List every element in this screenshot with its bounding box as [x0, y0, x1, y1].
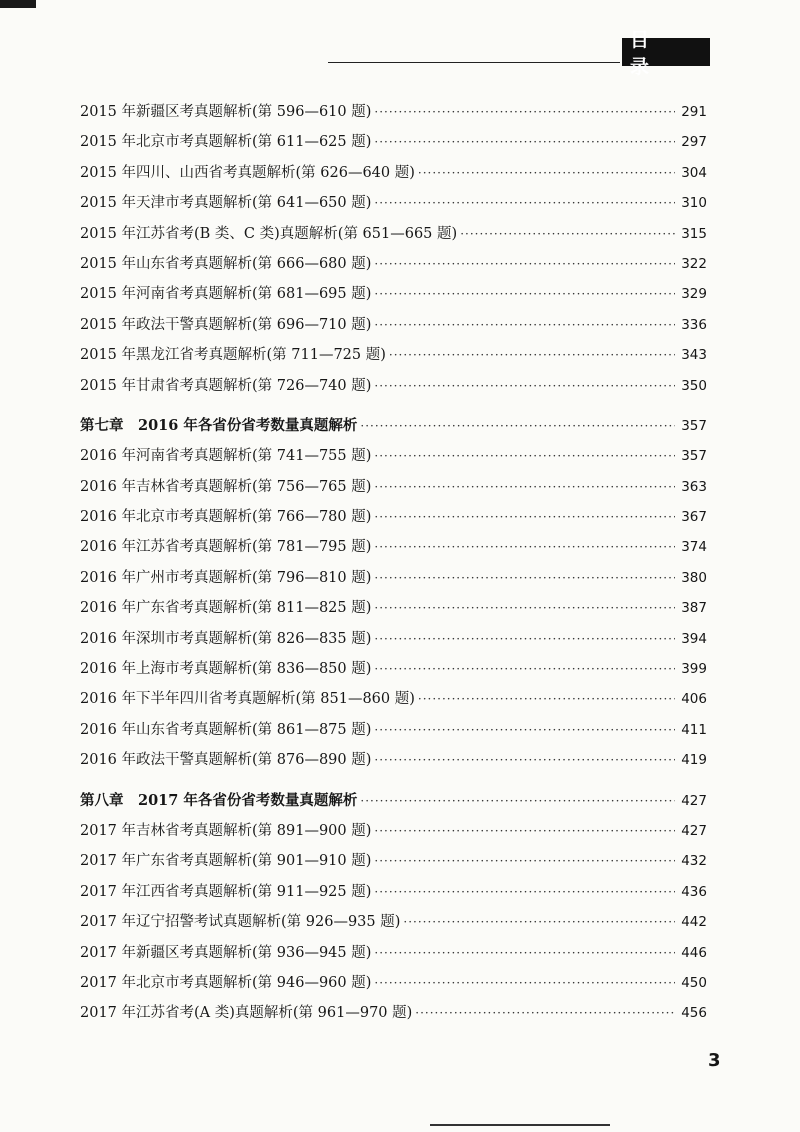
toc-entry	[80, 252, 707, 282]
header-rule	[328, 62, 620, 63]
toc-entry-page: 427	[681, 792, 707, 809]
dot-leader	[374, 510, 675, 524]
toc-entry	[80, 475, 707, 505]
toc-entry	[80, 535, 707, 565]
toc-entry	[80, 596, 707, 626]
toc-entry-title: 第七章 2016 年各省份省考数量真题解析	[80, 416, 358, 434]
toc-entry-title: 2016 年河南省考真题解析(第 741—755 题)	[80, 448, 372, 465]
toc-entry-title: 2015 年天津市考真题解析(第 641—650 题)	[80, 195, 372, 212]
toc-entry-page: 329	[681, 286, 707, 303]
toc-entry-title: 2015 年江苏省考(B 类、C 类)真题解析(第 651—665 题)	[80, 225, 458, 242]
dot-leader	[374, 854, 675, 868]
toc-entry-page: 343	[681, 347, 707, 364]
toc-entry-page: 446	[681, 944, 707, 961]
toc-entry-page: 450	[681, 974, 707, 991]
dot-leader	[403, 915, 675, 929]
dot-leader	[374, 257, 675, 271]
dot-leader	[374, 753, 675, 767]
toc-entry-title: 2016 年下半年四川省考真题解析(第 851—860 题)	[80, 691, 415, 708]
dot-leader	[374, 287, 675, 301]
toc-entry-page: 310	[681, 195, 707, 212]
dot-leader	[374, 105, 675, 119]
toc-entry	[80, 505, 707, 535]
dot-leader	[374, 824, 675, 838]
toc-entry-title: 2015 年甘肃省考真题解析(第 726—740 题)	[80, 377, 372, 394]
dot-leader	[374, 662, 675, 676]
toc-entry-page: 304	[681, 164, 707, 181]
dot-leader	[418, 692, 675, 706]
toc-entry	[80, 627, 707, 657]
toc-entry-title: 2016 年吉林省考真题解析(第 756—765 题)	[80, 478, 372, 495]
toc-entry-title: 2016 年政法干警真题解析(第 876—890 题)	[80, 752, 372, 769]
toc-entry	[80, 282, 707, 312]
toc-entry	[80, 880, 707, 910]
scan-corner-mark	[0, 0, 36, 8]
toc-entry-title: 2017 年新疆区考真题解析(第 936—945 题)	[80, 944, 372, 961]
dot-leader	[360, 794, 675, 808]
toc-entry	[80, 191, 707, 221]
toc-entry	[80, 222, 707, 252]
toc-entry	[80, 1001, 707, 1031]
toc-entry-title: 2015 年政法干警真题解析(第 696—710 题)	[80, 316, 372, 333]
dot-leader	[415, 1006, 675, 1020]
bottom-rule	[430, 1124, 610, 1126]
toc-entry-title: 2017 年江西省考真题解析(第 911—925 题)	[80, 883, 372, 900]
toc-entry	[80, 444, 707, 474]
toc-entry	[80, 718, 707, 748]
toc-entry-page: 387	[681, 600, 707, 617]
dot-leader	[374, 540, 675, 554]
toc-entry	[80, 130, 707, 160]
toc-entry-title: 2015 年四川、山西省考真题解析(第 626—640 题)	[80, 164, 415, 181]
toc-entry-page: 374	[681, 539, 707, 556]
toc-entry-title: 2015 年河南省考真题解析(第 681—695 题)	[80, 286, 372, 303]
toc-entry-title: 2016 年上海市考真题解析(第 836—850 题)	[80, 661, 372, 678]
toc-entry-title: 2016 年深圳市考真题解析(第 826—835 题)	[80, 630, 372, 647]
toc-entry-page: 411	[681, 721, 707, 738]
toc-entry	[80, 100, 707, 130]
dot-leader	[374, 632, 675, 646]
dot-leader	[374, 196, 675, 210]
dot-leader	[374, 885, 675, 899]
dot-leader	[374, 449, 675, 463]
toc-entry-title: 2015 年黑龙江省考真题解析(第 711—725 题)	[80, 347, 386, 364]
chapter-gap	[80, 404, 707, 414]
section-title-tab: 目 录	[622, 38, 710, 66]
toc-entry-page: 432	[681, 853, 707, 870]
toc-entry	[80, 566, 707, 596]
dot-leader	[374, 723, 675, 737]
toc-entry-page: 442	[681, 914, 707, 931]
toc-entry-page: 419	[681, 752, 707, 769]
toc-entry-page: 363	[681, 478, 707, 495]
toc-chapter-heading	[80, 789, 707, 819]
dot-leader	[374, 480, 675, 494]
toc-entry-page: 315	[681, 225, 707, 242]
dot-leader	[418, 166, 675, 180]
dot-leader	[374, 601, 675, 615]
dot-leader	[389, 348, 675, 362]
toc-entry-title: 2016 年广东省考真题解析(第 811—825 题)	[80, 600, 372, 617]
toc-entry	[80, 849, 707, 879]
toc-entry-title: 2016 年北京市考真题解析(第 766—780 题)	[80, 509, 372, 526]
dot-leader	[460, 227, 675, 241]
dot-leader	[374, 135, 675, 149]
toc-entry-page: 380	[681, 569, 707, 586]
toc-entry-page: 367	[681, 509, 707, 526]
toc-entry	[80, 748, 707, 778]
toc-entry	[80, 374, 707, 404]
toc-entry-page: 357	[681, 448, 707, 465]
toc-entry-page: 399	[681, 661, 707, 678]
toc-entry-title: 2015 年山东省考真题解析(第 666—680 题)	[80, 255, 372, 272]
toc-entry-page: 336	[681, 316, 707, 333]
toc-entry-page: 322	[681, 255, 707, 272]
toc-entry-page: 350	[681, 377, 707, 394]
dot-leader	[360, 419, 675, 433]
toc-entry	[80, 161, 707, 191]
toc-entry	[80, 687, 707, 717]
dot-leader	[374, 379, 675, 393]
toc-entry-title: 2017 年吉林省考真题解析(第 891—900 题)	[80, 822, 372, 839]
toc-entry	[80, 313, 707, 343]
toc-entry-page: 406	[681, 691, 707, 708]
page-number: 3	[708, 1050, 721, 1071]
toc-chapter-heading	[80, 414, 707, 444]
toc-entry	[80, 657, 707, 687]
toc-entry	[80, 971, 707, 1001]
table-of-contents	[80, 100, 707, 1032]
toc-entry-title: 2017 年北京市考真题解析(第 946—960 题)	[80, 974, 372, 991]
toc-entry-page: 357	[681, 417, 707, 434]
toc-entry-page: 394	[681, 630, 707, 647]
toc-entry-page: 427	[681, 822, 707, 839]
toc-entry-page: 456	[681, 1005, 707, 1022]
dot-leader	[374, 571, 675, 585]
toc-entry-page: 297	[681, 134, 707, 151]
toc-entry-page: 436	[681, 883, 707, 900]
toc-entry-title: 2017 年广东省考真题解析(第 901—910 题)	[80, 853, 372, 870]
toc-entry-title: 第八章 2017 年各省份省考数量真题解析	[80, 791, 358, 809]
dot-leader	[374, 318, 675, 332]
toc-entry-title: 2017 年江苏省考(A 类)真题解析(第 961—970 题)	[80, 1005, 413, 1022]
toc-entry-title: 2016 年广州市考真题解析(第 796—810 题)	[80, 569, 372, 586]
toc-entry-title: 2016 年江苏省考真题解析(第 781—795 题)	[80, 539, 372, 556]
chapter-gap	[80, 779, 707, 789]
toc-entry	[80, 343, 707, 373]
toc-entry	[80, 819, 707, 849]
toc-entry-title: 2017 年辽宁招警考试真题解析(第 926—935 题)	[80, 914, 401, 931]
toc-entry	[80, 910, 707, 940]
toc-entry-page: 291	[681, 104, 707, 120]
dot-leader	[374, 976, 675, 990]
toc-entry	[80, 941, 707, 971]
dot-leader	[374, 946, 675, 960]
toc-entry-title: 2015 年新疆区考真题解析(第 596—610 题)	[80, 104, 372, 120]
toc-entry-title: 2015 年北京市考真题解析(第 611—625 题)	[80, 134, 372, 151]
toc-entry-title: 2016 年山东省考真题解析(第 861—875 题)	[80, 721, 372, 738]
